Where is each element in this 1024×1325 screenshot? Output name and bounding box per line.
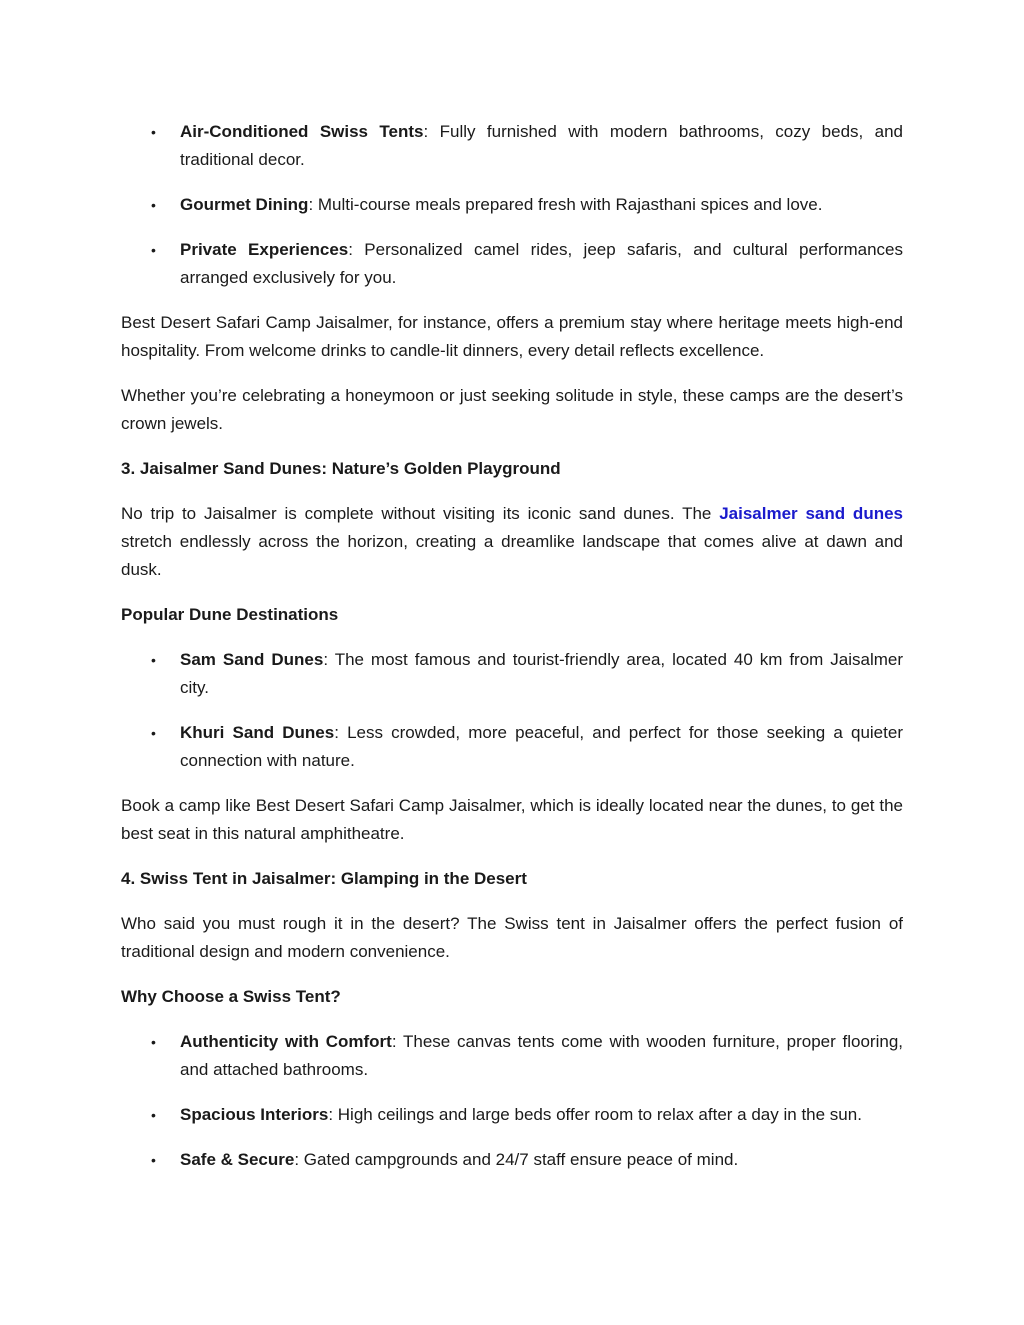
list-item-desc: : Less crowded, more peaceful, and perfect for those seeking a quieter connection with nature. [180,723,903,770]
list-item-desc: : Personalized camel rides, jeep safaris, and cultural performances arranged exclusively for you. [180,240,903,287]
paragraph: Book a camp like Best Desert Safari Camp Jaisalmer, which is ideally located near the dunes, to get the best seat in this natural amphitheatre. [121,796,903,843]
paragraph-text: stretch endlessly across the horizon, creating a dreamlike landscape that comes alive at dawn and dusk. [121,532,903,579]
list-item-term: Gourmet Dining [180,195,309,214]
section-heading: 3. Jaisalmer Sand Dunes: Nature’s Golden Playground [121,459,561,478]
list-item-term: Air-Conditioned Swiss Tents [180,122,424,141]
list-item-term: Safe & Secure [180,1150,295,1169]
list-item [121,191,903,219]
bullet-icon: • [151,242,156,258]
bullet-icon: • [151,725,156,741]
list-item-term: Sam Sand Dunes [180,650,324,669]
subheading: Why Choose a Swiss Tent? [121,987,341,1006]
list-item [121,719,903,775]
list-item [121,646,903,702]
bullet-icon: • [151,197,156,213]
bullet-icon: • [151,1152,156,1168]
list-item-desc: : Gated campgrounds and 24/7 staff ensure peace of mind. [294,1150,739,1169]
list-item-term: Spacious Interiors [180,1105,329,1124]
paragraph: Best Desert Safari Camp Jaisalmer, for instance, offers a premium stay where heritage meets high-end hospitality. From welcome drinks to candle-lit dinners, every detail reflects excellence. [121,313,903,360]
list-item-term: Khuri Sand Dunes [180,723,335,742]
list-item-desc: : High ceilings and large beds offer room to relax after a day in the sun. [328,1105,862,1124]
list-item [121,236,903,292]
list-item-desc: : Fully furnished with modern bathrooms, cozy beds, and traditional decor. [180,122,904,169]
luxury-features-list [121,118,903,292]
list-item-desc: : These canvas tents come with wooden furniture, proper flooring, and attached bathrooms. [180,1032,903,1079]
paragraph: Who said you must rough it in the desert? The Swiss tent in Jaisalmer offers the perfect fusion of traditional design and modern convenience. [121,914,903,961]
document-page [121,118,903,1191]
section-heading: 4. Swiss Tent in Jaisalmer: Glamping in the Desert [121,869,527,888]
list-item-desc: : Multi-course meals prepared fresh with Rajasthani spices and love. [308,195,823,214]
list-item-term: Authenticity with Comfort [180,1032,392,1051]
list-item-desc: : The most famous and tourist-friendly area, located 40 km from Jaisalmer city. [180,650,904,697]
list-item [121,1146,903,1174]
paragraph [121,500,903,584]
list-item [121,118,903,174]
list-item [121,1028,903,1084]
swiss-tent-reasons-list [121,1028,903,1174]
bullet-icon: • [151,124,156,140]
bullet-icon: • [151,652,156,668]
dune-destinations-list [121,646,903,775]
sand-dunes-link[interactable]: Jaisalmer sand dunes [719,504,903,523]
paragraph-text: No trip to Jaisalmer is complete without visiting its iconic sand dunes. The [121,504,720,523]
subheading: Popular Dune Destinations [121,605,339,624]
bullet-icon: • [151,1107,156,1123]
list-item-term: Private Experiences [180,240,349,259]
list-item [121,1101,903,1129]
bullet-icon: • [151,1034,156,1050]
paragraph: Whether you’re celebrating a honeymoon or just seeking solitude in style, these camps are the desert’s crown jewels. [121,386,903,433]
